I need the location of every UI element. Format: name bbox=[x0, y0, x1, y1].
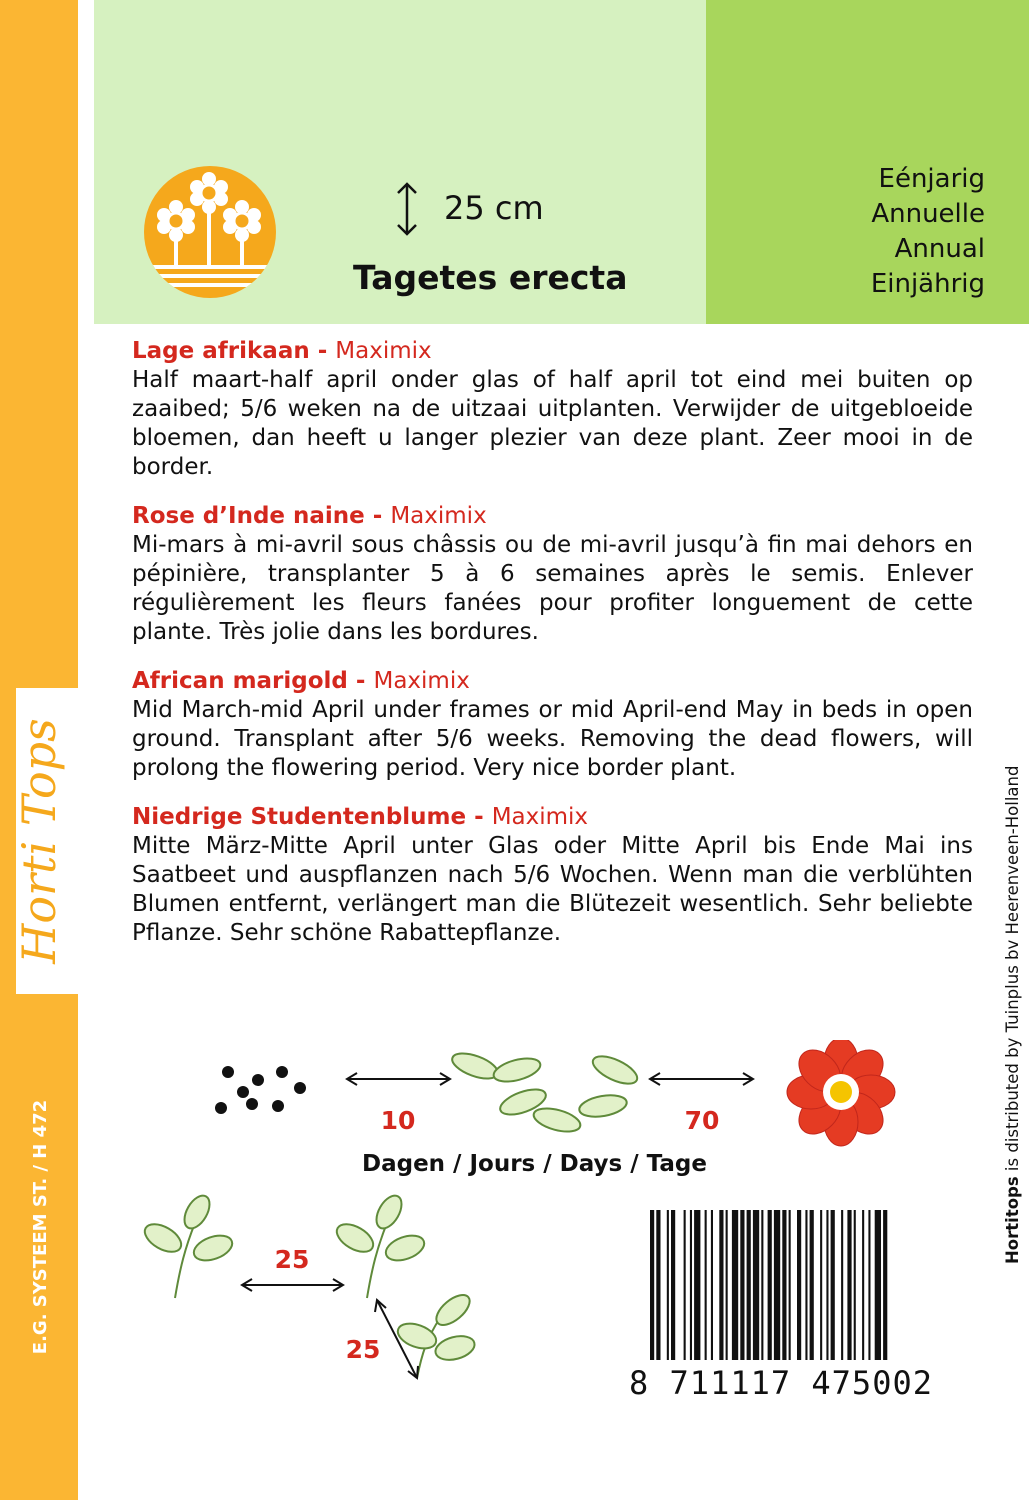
system-code: E.G. SYSTEEM ST. / H 472 bbox=[30, 1099, 51, 1355]
section-title bbox=[132, 502, 973, 531]
plant-spacing-diagram bbox=[135, 1188, 485, 1398]
plant-height: 25 cm bbox=[444, 189, 544, 227]
distributor-note bbox=[1000, 765, 1026, 1264]
barcode bbox=[650, 1210, 936, 1360]
lifecycle-de: Einjährig bbox=[870, 269, 985, 299]
barcode-area bbox=[622, 1205, 940, 1405]
section-title bbox=[132, 667, 973, 696]
brand-logo: Horti Tops bbox=[12, 718, 66, 964]
lifecycle-fr: Annuelle bbox=[871, 199, 985, 229]
lifecycle-en: Annual bbox=[894, 234, 985, 264]
section-body: Mid March-mid April under frames or mid April-end May in beds in open ground. Transplant after 5/6 weeks. Removing the dead flowers, will prolong the flowering period. Very nice border plant. bbox=[132, 697, 973, 781]
lifecycle-list bbox=[800, 162, 985, 302]
section-english bbox=[132, 667, 973, 783]
section-body: Mi-mars à mi-avril sous châssis ou de mi-avril jusqu’à fin mai dehors en pépinière, transplanter 5 à 6 semaines après le semis. Enlever régulièrement les fleurs fanées pour profiter longuement de cette plante. Très jolie dans les bordures. bbox=[132, 532, 973, 645]
arrow-germination bbox=[347, 1073, 450, 1085]
growth-timeline bbox=[205, 1040, 905, 1160]
common-name: Lage afrikaan - bbox=[132, 338, 336, 364]
common-name: African marigold - bbox=[132, 668, 374, 694]
leaf-plant-icon bbox=[394, 1289, 477, 1378]
barcode-number: 8 711117 475002 bbox=[629, 1364, 933, 1402]
variety-name: Maximix bbox=[335, 338, 432, 364]
common-name: Rose d’Inde naine - bbox=[132, 503, 391, 529]
distributor-text: is distributed by Tuinplus bv Heerenveen-Holland bbox=[1003, 765, 1022, 1177]
variety-name: Maximix bbox=[390, 503, 487, 529]
flower-sun-icon bbox=[143, 165, 277, 299]
section-dutch bbox=[132, 337, 973, 482]
section-body: Half maart-half april onder glas of half april tot eind mei buiten op zaaibed; 5/6 weken na de uitzaai uitplanten. Verwijder de uitgebloeide bloemen, dan heeft u langer plezier van deze plant. Zeer mooi in de border. bbox=[132, 367, 973, 480]
distributor-brand: Hortitops bbox=[1003, 1176, 1022, 1264]
section-body: Mitte März-Mitte April unter Glas oder Mitte April bis Ende Mai ins Saatbeet und auspflanzen nach 5/6 Wochen. Wenn man die verblühten Blumen entfernt, verlängert man die Blütezeit wesentlich. Sehr beliebte Pflanze. Sehr schöne Rabattepflanze. bbox=[132, 833, 973, 946]
instructions bbox=[132, 337, 973, 968]
variety-name: Maximix bbox=[491, 804, 589, 830]
seedlings-icon bbox=[449, 1048, 641, 1135]
section-title bbox=[132, 337, 973, 366]
flowering-days: 70 bbox=[684, 1106, 720, 1135]
plant-spacing: 25 bbox=[345, 1335, 381, 1364]
row-spacing: 25 bbox=[274, 1245, 310, 1274]
seeds-icon bbox=[215, 1066, 306, 1114]
section-title bbox=[132, 803, 973, 832]
arrow-flowering bbox=[650, 1073, 753, 1085]
section-french bbox=[132, 502, 973, 647]
leaf-plant-icon bbox=[140, 1191, 235, 1298]
leaf-plant-icon bbox=[332, 1191, 427, 1298]
variety-name: Maximix bbox=[373, 668, 470, 694]
latin-name: Tagetes erecta bbox=[353, 258, 628, 297]
common-name: Niedrige Studentenblume - bbox=[132, 804, 492, 830]
arrow-row-spacing bbox=[242, 1279, 343, 1291]
days-label: Dagen / Jours / Days / Tage bbox=[362, 1151, 707, 1177]
section-german bbox=[132, 803, 973, 948]
lifecycle-nl: Eénjarig bbox=[878, 164, 985, 194]
height-arrow-icon bbox=[392, 180, 422, 238]
germination-days: 10 bbox=[380, 1106, 416, 1135]
red-flower-icon bbox=[787, 1040, 895, 1146]
